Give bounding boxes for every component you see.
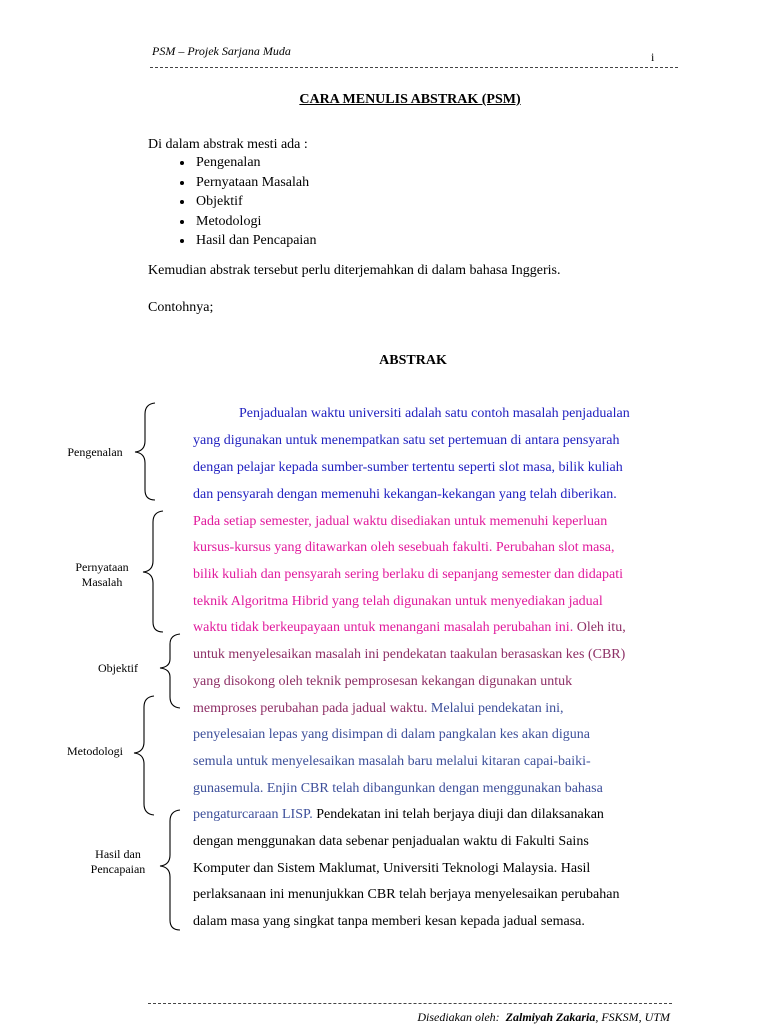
intro-text: Di dalam abstrak mesti ada :	[148, 137, 308, 152]
list-item: • Objektif	[194, 192, 317, 212]
abstract-line: Komputer dan Sistem Maklumat, Universiti Teknologi Malaysia. Hasil	[193, 861, 591, 876]
abstract-line: Penjadualan waktu universiti adalah satu contoh masalah penjadualan	[239, 406, 630, 421]
abstract-line: bilik kuliah dan pensyarah sering berlaku di sepanjang semester dan didapati	[193, 567, 623, 582]
list-item: • Pengenalan	[194, 153, 317, 173]
abstract-line: kursus-kursus yang ditawarkan oleh sesebuah fakulti. Perubahan slot masa,	[193, 540, 615, 555]
abstract-line: teknik Algoritma Hibrid yang telah digunakan untuk menyediakan jadual	[193, 594, 603, 609]
abstract-line: gunasemula. Enjin CBR telah dibangunkan dengan menggunakan bahasa	[193, 781, 603, 796]
abstract-line: dengan menggunakan data sebenar penjadualan waktu di Fakulti Sains	[193, 834, 589, 849]
abstract-line: untuk menyelesaikan masalah ini pendekatan taakulan berasaskan kes (CBR)	[193, 647, 626, 662]
abstract-line: dalam masa yang singkat tanpa memberi kesan kepada jadual semasa.	[193, 914, 585, 929]
list-item: • Pernyataan Masalah	[194, 173, 317, 193]
list-item: • Metodologi	[194, 212, 317, 232]
abstract-line: perlaksanaan ini menunjukkan CBR telah berjaya menyelesaikan perubahan	[193, 887, 620, 902]
list-item: • Hasil dan Pencapaian	[194, 231, 317, 251]
abstract-line: Pada setiap semester, jadual waktu disediakan untuk memenuhi keperluan	[193, 514, 608, 529]
abstract-line: pengaturcaraan LISP. Pendekatan ini telah berjaya diuji dan dilaksanakan	[193, 807, 604, 822]
footer-divider	[148, 1003, 672, 1004]
label-objektif: Objektif	[98, 661, 138, 675]
footer-credit: Disediakan oleh: Zalmiyah Zakaria, FSKSM, UTM	[417, 1010, 670, 1024]
header-title: PSM – Projek Sarjana Muda	[152, 44, 291, 58]
example-label: Contohnya;	[148, 300, 214, 315]
document-title: CARA MENULIS ABSTRAK (PSM)	[299, 92, 521, 107]
label-pengenalan: Pengenalan	[67, 445, 123, 459]
label-metodologi: Metodologi	[67, 744, 123, 758]
translate-note: Kemudian abstrak tersebut perlu diterjemahkan di dalam bahasa Inggeris.	[148, 263, 561, 278]
abstract-line: yang disokong oleh teknik pemprosesan kekangan digunakan untuk	[193, 674, 573, 689]
abstract-line: dengan pelajar kepada sumber-sumber tertentu seperti slot masa, bilik kuliah	[193, 460, 623, 475]
label-hasil-pencapaian: Hasil dan Pencapaian	[90, 847, 146, 876]
abstract-line: yang digunakan untuk menempatkan satu set pertemuan di antara pensyarah	[193, 433, 620, 448]
abstract-heading: ABSTRAK	[379, 353, 447, 368]
abstract-line: memproses perubahan pada jadual waktu. Melalui pendekatan ini,	[193, 701, 564, 716]
abstract-line: semula untuk menyelesaikan masalah baru melalui kitaran capai-baiki-	[193, 754, 591, 769]
abstract-line: dan pensyarah dengan memenuhi kekangan-kekangan yang telah diberikan.	[193, 487, 617, 502]
label-pernyataan-masalah: Pernyataan Masalah	[75, 560, 129, 589]
page-number: i	[651, 50, 655, 64]
abstract-line: waktu tidak berkeupayaan untuk menangani masalah perubahan ini. Oleh itu,	[193, 620, 626, 635]
abstract-line: penyelesaian lepas yang disimpan di dalam pangkalan kes akan diguna	[193, 727, 590, 742]
